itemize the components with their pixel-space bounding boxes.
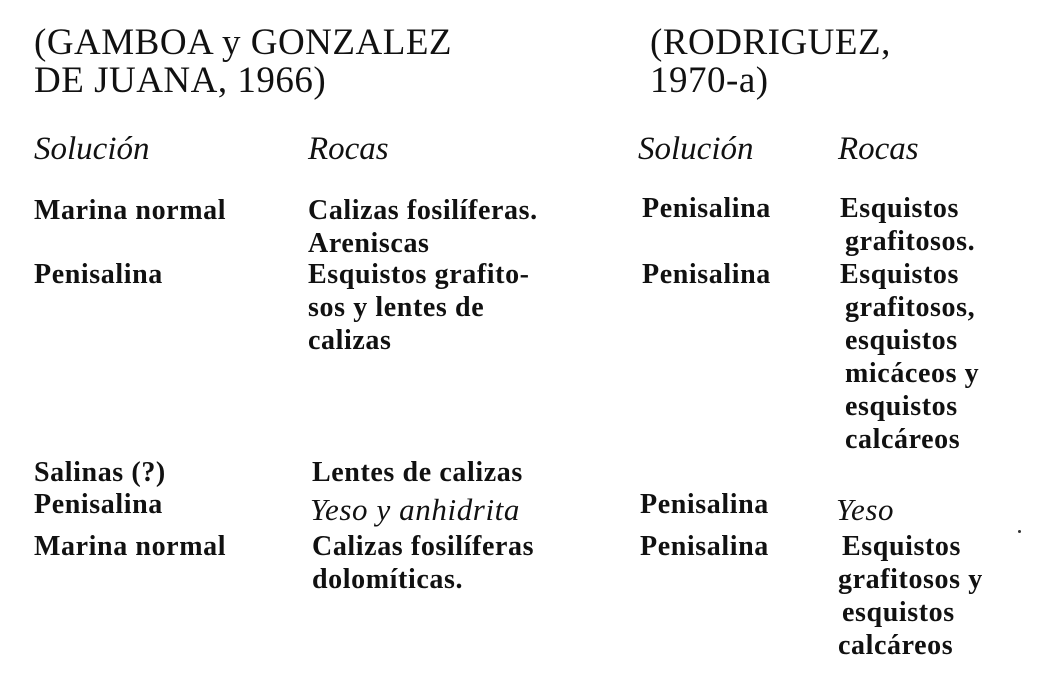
row5-right-rocas-line: calcáreos [838, 630, 954, 661]
source-header-left [34, 24, 452, 100]
row5-right-rocas-line: Esquistos [842, 531, 962, 562]
row3-left-rocas [312, 456, 523, 489]
source-right-line-1: (RODRIGUEZ, [650, 22, 891, 63]
row5-left-solucion: Marina normal [34, 531, 227, 562]
row2-right-solucion: Penisalina [642, 259, 771, 290]
row4-right-rocas-line: Yeso [836, 492, 895, 527]
row4-left-rocas-line: Yeso y anhidrita [310, 492, 520, 527]
row5-right-rocas-line: esquistos [842, 597, 955, 628]
row3-left-solucion: Salinas (?) [34, 457, 166, 488]
row2-left-solucion: Penisalina [34, 259, 163, 290]
row2-right-rocas-line: Esquistos [840, 259, 960, 290]
print-speck [1018, 530, 1021, 533]
col-header-left-solucion: Solución [34, 131, 150, 167]
row2-left-rocas-line: Esquistos grafito- [308, 259, 530, 290]
row2-left-rocas [308, 258, 530, 357]
row5-left-rocas-line: Calizas fosilíferas [312, 531, 535, 562]
row5-right-solucion: Penisalina [640, 531, 769, 562]
row1-left-rocas [308, 194, 538, 260]
row5-left-rocas-line: dolomíticas. [312, 564, 464, 595]
row5-right-rocas-line: grafitosos y [838, 564, 983, 595]
source-header-right [650, 24, 891, 100]
row2-left-rocas-line: sos y lentes de [308, 292, 485, 323]
col-header-left-rocas: Rocas [308, 131, 389, 167]
row2-right-rocas-line: esquistos [845, 325, 958, 356]
row2-right-rocas-line: grafitosos, [845, 292, 976, 323]
row1-left-solucion: Marina normal [34, 195, 227, 226]
row2-left-rocas-line: calizas [308, 325, 392, 356]
row4-left-rocas [310, 493, 520, 526]
source-left-line-2: DE JUANA, 1966) [34, 60, 327, 101]
row2-right-rocas-line: esquistos [845, 391, 958, 422]
row2-right-rocas [840, 258, 979, 456]
row4-right-rocas [836, 493, 894, 526]
row1-right-rocas [840, 192, 975, 258]
row3-left-rocas-line: Lentes de calizas [312, 457, 523, 488]
row1-right-solucion: Penisalina [642, 193, 771, 224]
source-right-line-2: 1970-a) [650, 60, 769, 101]
row5-left-rocas [312, 530, 534, 596]
row5-right-rocas [838, 530, 983, 662]
row1-left-rocas-line: Calizas fosilíferas. [308, 195, 538, 226]
source-left-line-1: (GAMBOA y GONZALEZ [34, 22, 453, 63]
row4-left-solucion: Penisalina [34, 489, 163, 520]
row4-right-solucion: Penisalina [640, 489, 769, 520]
row1-right-rocas-line: grafitosos. [845, 226, 976, 257]
row1-left-rocas-line: Areniscas [308, 228, 430, 259]
row1-right-rocas-line: Esquistos [840, 193, 960, 224]
col-header-right-rocas: Rocas [838, 131, 919, 167]
row2-right-rocas-line: calcáreos [845, 424, 961, 455]
row2-right-rocas-line: micáceos y [845, 358, 980, 389]
col-header-right-solucion: Solución [638, 131, 754, 167]
